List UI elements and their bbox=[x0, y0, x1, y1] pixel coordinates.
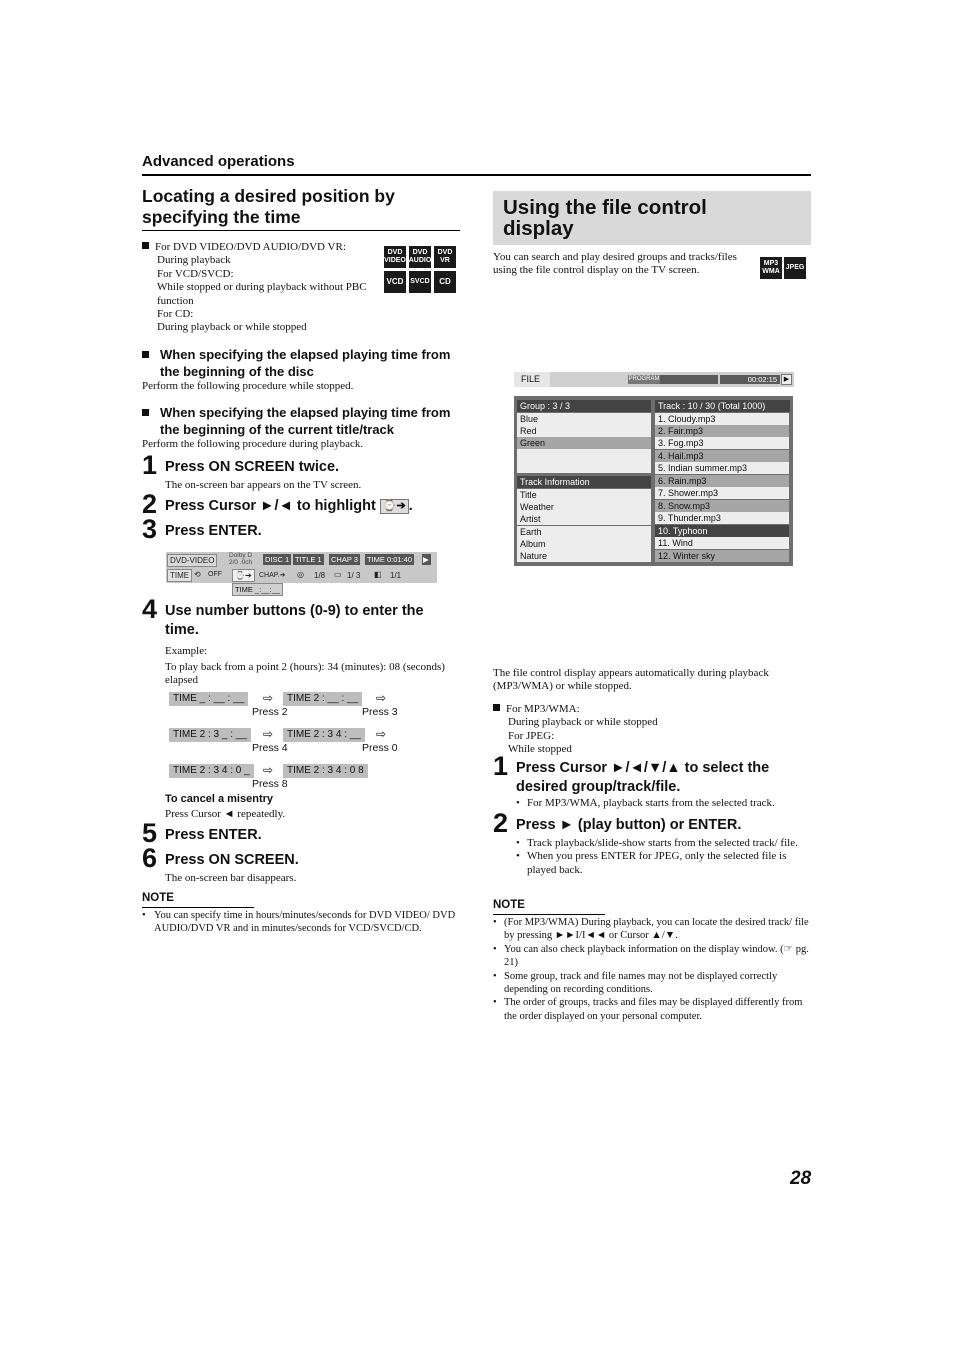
note-list: • You can specify time in hours/minutes/seconds for DVD VIDEO/ DVD AUDIO/DVD VR and in minutes/seconds for VCD/SVCD/CD. bbox=[142, 910, 456, 935]
time-example-1a: TIME _ : __ : __ bbox=[169, 692, 248, 706]
time-example-2a: TIME 2 : 3 _ : __ bbox=[169, 728, 251, 742]
cancel-misentry-title: To cancel a misentry bbox=[165, 793, 274, 805]
note-heading: NOTE bbox=[493, 899, 525, 911]
file-control-topbar: FILE PROGRAM 00:02:15 ▶ bbox=[514, 372, 794, 387]
arrow-icon: ⇨ bbox=[263, 691, 274, 705]
note-heading: NOTE bbox=[142, 892, 174, 904]
jpeg-badge: JPEG bbox=[784, 257, 806, 279]
right-para: The file control display appears automatically during playback (MP3/WMA) or while stopped. bbox=[493, 667, 769, 693]
track-item[interactable]: 7. Shower.mp3 bbox=[655, 487, 789, 499]
info-item: Earth bbox=[517, 526, 651, 538]
right-section-title: Using the file control display bbox=[503, 196, 707, 240]
subsection-title: When specifying the elapsed playing time from the beginning of the current title/track Perform the following procedure during playback. bbox=[142, 405, 451, 450]
square-bullet-icon bbox=[493, 704, 500, 711]
note-rule bbox=[493, 914, 605, 915]
track-item[interactable]: 9. Thunder.mp3 bbox=[655, 512, 789, 524]
section-header: Advanced operations bbox=[142, 153, 295, 170]
group-item[interactable]: Red bbox=[517, 425, 651, 437]
repeat-icon: ⟲ bbox=[194, 570, 201, 579]
arrow-icon: ⇨ bbox=[263, 727, 274, 741]
step-6-title: Press ON SCREEN. bbox=[165, 852, 299, 868]
play-icon: ▶ bbox=[781, 374, 792, 385]
info-item: Nature bbox=[517, 550, 651, 562]
right-conditions: For MP3/WMA: During playback or while stopped For JPEG: While stopped bbox=[493, 703, 793, 757]
header-rule bbox=[142, 174, 811, 176]
track-item[interactable]: 6. Rain.mp3 bbox=[655, 475, 789, 487]
track-item[interactable]: 4. Hail.mp3 bbox=[655, 450, 789, 462]
square-bullet-icon bbox=[142, 242, 149, 249]
info-item: Weather bbox=[517, 501, 651, 513]
time-search-icon: ⌚➔ bbox=[380, 499, 409, 514]
step-1-number: 1 bbox=[142, 450, 158, 480]
track-item[interactable]: 12. Winter sky bbox=[655, 550, 789, 562]
time-example-3a: TIME 2 : 3 4 : 0 _ bbox=[169, 764, 254, 778]
step-4-number: 4 bbox=[142, 594, 158, 624]
group-header: Group : 3 / 3 bbox=[517, 400, 651, 412]
track-item[interactable]: 5. Indian summer.mp3 bbox=[655, 462, 789, 474]
availability-conditions: For DVD VIDEO/DVD AUDIO/DVD VR: During playback For VCD/SVCD: While stopped or during playback without PBC function For CD: During playback or while stopped bbox=[142, 241, 382, 335]
angle-icon: ◧ bbox=[374, 570, 382, 579]
subtitle-icon: ▭ bbox=[334, 570, 342, 579]
right-intro: You can search and play desired groups and tracks/files using the file control display on the TV screen. bbox=[493, 251, 737, 277]
time-example-3b: TIME 2 : 3 4 : 0 8 bbox=[283, 764, 368, 778]
time-search-osd-icon: ⌚➔ bbox=[232, 569, 255, 582]
step-6-desc: The on-screen bar disappears. bbox=[165, 872, 297, 884]
track-item-selected[interactable]: 10. Typhoon bbox=[655, 525, 789, 537]
right-step-2-bullets: • Track playback/slide-show starts from the selected track/ file. • When you press ENTER for JPEG, only the selected file is played back. bbox=[516, 837, 798, 876]
dvd-video-badge: DVD VIDEO bbox=[384, 246, 406, 268]
on-screen-bar: DVD-VIDEO Dolby D 2/0 .0ch DISC 1 TITLE 1 CHAP 3 TIME 0:01:40 ▶ TIME ⟲ OFF ⌚➔ CHAP.➔ ◎ 1/8 ▭ 1/ 3 ◧ 1/1 bbox=[166, 552, 437, 583]
time-example-2b: TIME 2 : 3 4 : __ bbox=[283, 728, 365, 742]
step-6-number: 6 bbox=[142, 843, 158, 873]
cd-badge: CD bbox=[434, 271, 456, 293]
vcd-badge: VCD bbox=[384, 271, 406, 293]
step-2-title: Press Cursor ►/◄ to highlight ⌚➔ . bbox=[165, 498, 413, 514]
example-label: Example: bbox=[165, 645, 208, 657]
track-item[interactable]: 1. Cloudy.mp3 bbox=[655, 413, 789, 425]
note-list: • (For MP3/WMA) During playback, you can locate the desired track/ file by pressing ►►I/I◄◄ or Cursor ▲/▼. • You can also check playback information on the display window. (☞ pg. 21) • Some group, track and file names may not be displayed correctly depending on recording conditions. • The order of groups, tracks and files may be displayed differently from the order displayed on your personal computer. bbox=[493, 917, 809, 1022]
cancel-misentry-text: Press Cursor ◄ repeatedly. bbox=[165, 808, 286, 820]
right-step-1-number: 1 bbox=[493, 751, 509, 781]
svcd-badge: SVCD bbox=[409, 271, 431, 293]
right-step-1-title: Press Cursor ►/◄/▼/▲ to select the desired group/track/file. bbox=[516, 760, 770, 795]
time-example-1b: TIME 2 : __ : __ bbox=[283, 692, 362, 706]
info-item: Album bbox=[517, 538, 651, 550]
example-desc: To play back from a point 2 (hours): 34 (minutes): 08 (seconds) elapsed bbox=[165, 661, 445, 687]
dvd-vr-badge: DVD VR bbox=[434, 246, 456, 268]
track-item[interactable]: 8. Snow.mp3 bbox=[655, 500, 789, 512]
mp3-wma-badge: MP3 WMA bbox=[760, 257, 782, 279]
left-section-title: Locating a desired position by specifying the time bbox=[142, 186, 395, 227]
dvd-audio-badge: DVD AUDIO bbox=[409, 246, 431, 268]
step-5-title: Press ENTER. bbox=[165, 827, 262, 843]
file-control-display bbox=[514, 396, 793, 566]
page-number: 28 bbox=[790, 1168, 812, 1189]
arrow-icon: ⇨ bbox=[263, 763, 274, 777]
arrow-icon: ⇨ bbox=[376, 691, 387, 705]
note-rule bbox=[142, 907, 254, 908]
track-item[interactable]: 11. Wind bbox=[655, 537, 789, 549]
group-item[interactable] bbox=[517, 461, 651, 473]
title-rule bbox=[142, 230, 460, 231]
track-header: Track : 10 / 30 (Total 1000) bbox=[655, 400, 790, 412]
step-3-title: Press ENTER. bbox=[165, 523, 262, 539]
step-2-number: 2 bbox=[142, 489, 158, 519]
track-item[interactable]: 2. Fair.mp3 bbox=[655, 425, 789, 437]
step-1-desc: The on-screen bar appears on the TV screen. bbox=[165, 479, 362, 491]
right-step-2-title: Press ► (play button) or ENTER. bbox=[516, 817, 742, 833]
right-step-1-bullets: • For MP3/WMA, playback starts from the selected track. bbox=[516, 797, 775, 809]
info-item: Title bbox=[517, 489, 651, 501]
info-item: Artist bbox=[517, 513, 651, 525]
square-bullet-icon bbox=[142, 409, 149, 416]
program-progress: PROGRAM bbox=[628, 375, 718, 384]
track-info-header: Track Information bbox=[517, 476, 651, 488]
square-bullet-icon bbox=[142, 351, 149, 358]
arrow-icon: ⇨ bbox=[376, 727, 387, 741]
step-5-number: 5 bbox=[142, 818, 158, 848]
time-entry-field: TIME _:__:__ bbox=[232, 583, 283, 596]
track-item[interactable]: 3. Fog.mp3 bbox=[655, 437, 789, 449]
audio-icon: ◎ bbox=[297, 570, 304, 579]
right-step-2-number: 2 bbox=[493, 808, 509, 838]
group-item-selected[interactable]: Green bbox=[517, 437, 651, 449]
subsection-disc: When specifying the elapsed playing time from the beginning of the disc Perform the following procedure while stopped. bbox=[142, 347, 451, 392]
play-icon: ▶ bbox=[422, 554, 431, 565]
step-4-title: Use number buttons (0-9) to enter the time. bbox=[165, 603, 424, 638]
group-item[interactable] bbox=[517, 449, 651, 461]
step-3-number: 3 bbox=[142, 514, 158, 544]
group-item[interactable]: Blue bbox=[517, 413, 651, 425]
step-1-title: Press ON SCREEN twice. bbox=[165, 459, 340, 475]
